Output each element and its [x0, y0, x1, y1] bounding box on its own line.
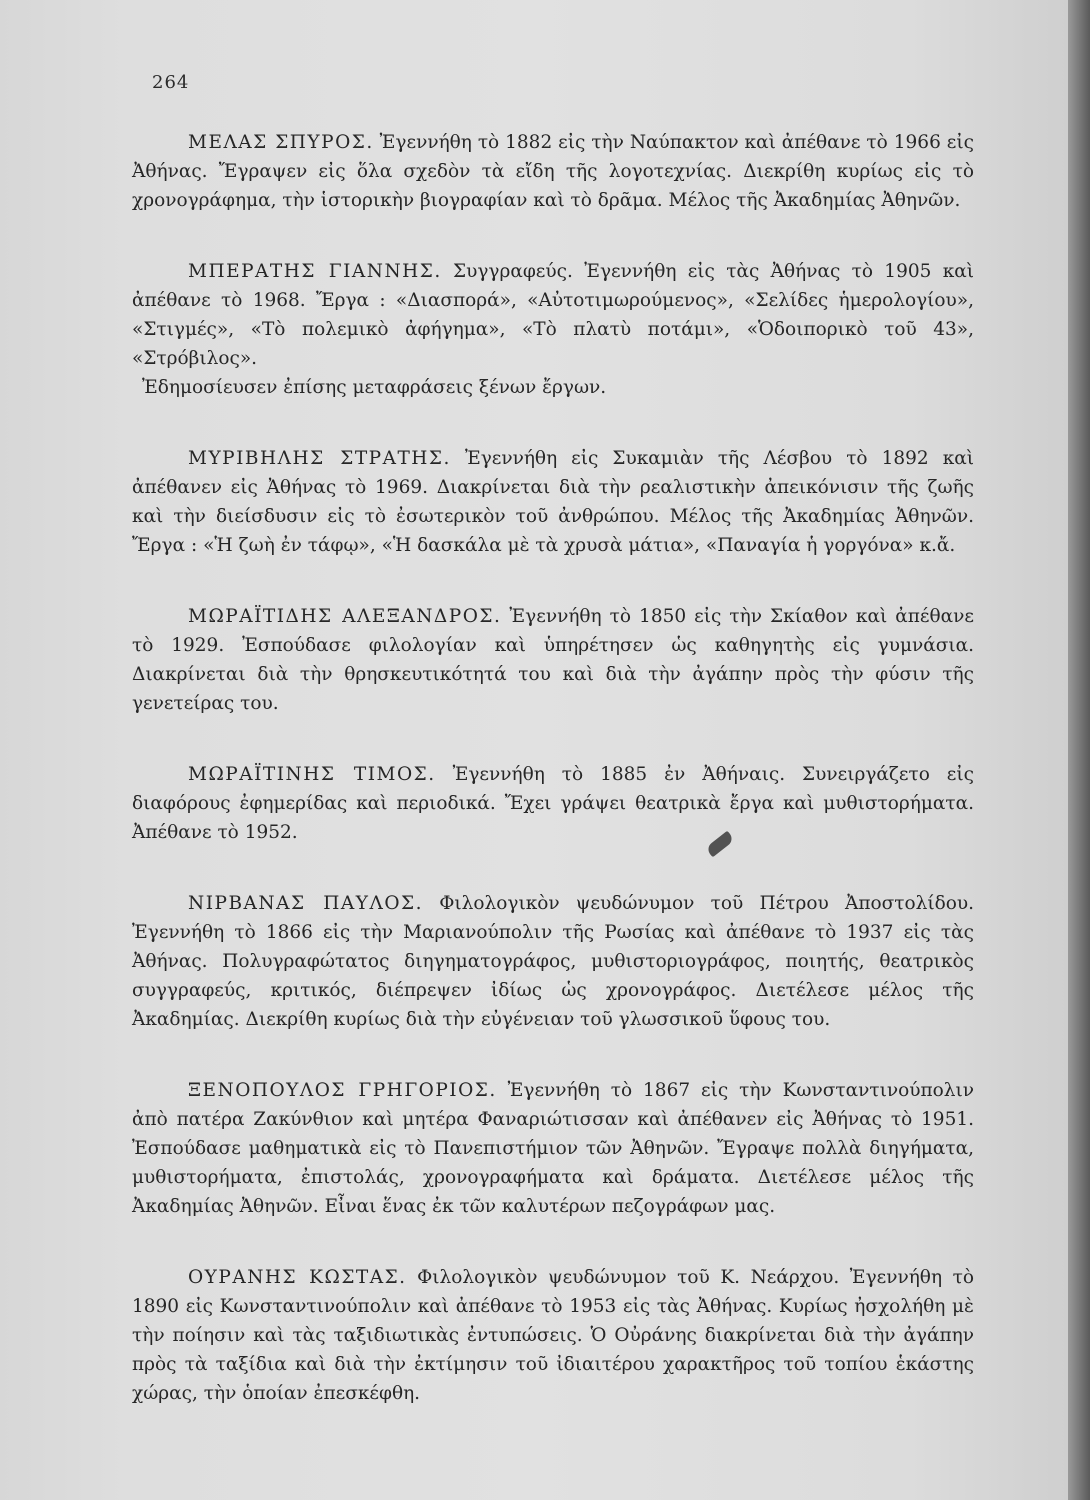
- entry-xenopoulos-grigorios: [132, 1076, 974, 1221]
- entry-text: Ἐγεννήθη τὸ 1850 εἰς τὴν Σκίαθον καὶ ἀπέθανε τὸ 1929. Ἐσπούδασε φιλολογίαν καὶ ὑπηρέτησεν ὡς καθηγητὴς εἰς γυμνάσια. Διακρίνεται διὰ τὴν θρησκευτικότητά του καὶ διὰ τὴν ἀγάπην πρὸς τὴν φύσιν τῆς γενετείρας του.: [132, 606, 974, 714]
- page-number: 264: [152, 72, 190, 93]
- entry-name: ΞΕΝΟΠΟΥΛΟΣ ΓΡΗΓΟΡΙΟΣ.: [188, 1080, 497, 1101]
- entry-name: ΜΥΡΙΒΗΛΗΣ ΣΤΡΑΤΗΣ.: [188, 448, 451, 469]
- entry-name: ΟΥΡΑΝΗΣ ΚΩΣΤΑΣ.: [188, 1267, 407, 1288]
- entry-text: Ἐγεννήθη τὸ 1882 εἰς τὴν Ναύπακτον καὶ ἀπέθανε τὸ 1966 εἰς Ἀθήνας. Ἔγραψεν εἰς ὅλα σχεδὸν τὰ εἴδη τῆς λογοτεχνίας. Διεκρίθη κυρίως εἰς τὸ χρονογράφημα, τὴν ἱστορικὴν βιογραφίαν καὶ τὸ δρᾶμα. Μέλος τῆς Ἀκαδημίας Ἀθηνῶν.: [132, 132, 974, 211]
- entry-extra-text: Ἐδημοσίευσεν ἐπίσης μεταφράσεις ξένων ἔργων.: [142, 377, 607, 398]
- entry-name: ΜΠΕΡΑΤΗΣ ΓΙΑΝΝΗΣ.: [188, 261, 442, 282]
- entry-name: ΜΕΛΑΣ ΣΠΥΡΟΣ.: [188, 132, 374, 153]
- entry-melas-spyros: [132, 128, 974, 215]
- entry-text: Φιλολογικὸν ψευδώνυμον τοῦ Κ. Νεάρχου. Ἐγεννήθη τὸ 1890 εἰς Κωνσταντινούπολιν καὶ ἀπέθανε τὸ 1953 εἰς τὰς Ἀθήνας. Κυρίως ἠσχολήθη μὲ τὴν ποίησιν καὶ τὰς ταξιδιωτικὰς ἐντυπώσεις. Ὁ Οὐράνης διακρίνεται διὰ τὴν ἀγάπην πρὸς τὰ ταξίδια καὶ διὰ τὴν ἐκτίμησιν τοῦ ἰδιαιτέρου χαρακτῆρος τοῦ τοπίου ἑκάστης χώρας, τὴν ὁποίαν ἐπεσκέφθη.: [132, 1267, 974, 1404]
- entry-text: Συγγραφεύς. Ἐγεννήθη εἰς τὰς Ἀθήνας τὸ 1905 καὶ ἀπέθανε τὸ 1968. Ἔργα : «Διασπορά», «Αὐτοτιμωρούμενος», «Σελίδες ἡμερολογίου», «Στιγμές», «Τὸ πολεμικὸ ἀφήγημα», «Τὸ πλατὺ ποτάμι», «Ὁδοιπορικὸ τοῦ 43», «Στρόβιλος».: [132, 261, 974, 369]
- entry-text: Ἐγεννήθη τὸ 1867 εἰς τὴν Κωνσταντινούπολιν ἀπὸ πατέρα Ζακύνθιον καὶ μητέρα Φαναριώτισσαν καὶ ἀπέθανεν εἰς Ἀθήνας τὸ 1951. Ἐσπούδασε μαθηματικὰ εἰς τὸ Πανεπιστήμιον τῶν Ἀθηνῶν. Ἔγραψε πολλὰ διηγήματα, μυθιστορήματα, ἐπιστολάς, χρονογραφήματα καὶ δράματα. Διετέλεσε μέλος τῆς Ἀκαδημίας Ἀθηνῶν. Εἶναι ἕνας ἐκ τῶν καλυτέρων πεζογράφων μας.: [132, 1080, 974, 1217]
- entry-text: Ἐγεννήθη τὸ 1885 ἐν Ἀθήναις. Συνειργάζετο εἰς διαφόρους ἐφημερίδας καὶ περιοδικά. Ἔχει γράψει θεατρικὰ ἔργα καὶ μυθιστορήματα. Ἀπέθανε τὸ 1952.: [132, 764, 975, 843]
- entry-nirvanas-pavlos: [132, 889, 974, 1034]
- page-edge-shadow: [1068, 0, 1090, 1500]
- entry-name: ΜΩΡΑΪΤΙΔΗΣ ΑΛΕΞΑΝΔΡΟΣ.: [188, 606, 502, 627]
- entry-moraitidis-alexandros: [132, 602, 974, 718]
- entry-ouranis-kostas: [132, 1263, 974, 1408]
- entry-mperatis-giannis: [132, 257, 974, 402]
- entry-myrivilis-stratis: [132, 444, 974, 560]
- entry-text: Φιλολογικὸν ψευδώνυμον τοῦ Πέτρου Ἀποστολίδου. Ἐγεννήθη τὸ 1866 εἰς τὴν Μαριανούπολιν τῆς Ρωσίας καὶ ἀπέθανε τὸ 1937 εἰς τὰς Ἀθήνας. Πολυγραφώτατος διηγηματογράφος, μυθιστοριογράφος, ποιητής, θεατρικὸς συγγραφεύς, κριτικός, διέπρεψεν ἰδίως ὡς χρονογράφος. Διετέλεσε μέλος τῆς Ἀκαδημίας. Διεκρίθη κυρίως διὰ τὴν εὐγένειαν τοῦ γλωσσικοῦ ὕφους του.: [132, 893, 974, 1030]
- entries-list: [132, 128, 974, 1450]
- entry-name: ΜΩΡΑΪΤΙΝΗΣ ΤΙΜΟΣ.: [188, 764, 436, 785]
- entry-text: Ἐγεννήθη εἰς Συκαμιὰν τῆς Λέσβου τὸ 1892 καὶ ἀπέθανεν εἰς Ἀθήνας τὸ 1969. Διακρίνεται διὰ τὴν ρεαλιστικὴν ἀπεικόνισιν τῆς ζωῆς καὶ τὴν διείσδυσιν εἰς τὸ ἐσωτερικὸν τοῦ ἀνθρώπου. Μέλος τῆς Ἀκαδημίας Ἀθηνῶν. Ἔργα : «Ἡ ζωὴ ἐν τάφῳ», «Ἡ δασκάλα μὲ τὰ χρυσὰ μάτια», «Παναγία ἡ γοργόνα» κ.ἄ.: [132, 448, 974, 556]
- entry-name: ΝΙΡΒΑΝΑΣ ΠΑΥΛΟΣ.: [188, 893, 423, 914]
- entry-moraitinis-timos: [132, 760, 974, 847]
